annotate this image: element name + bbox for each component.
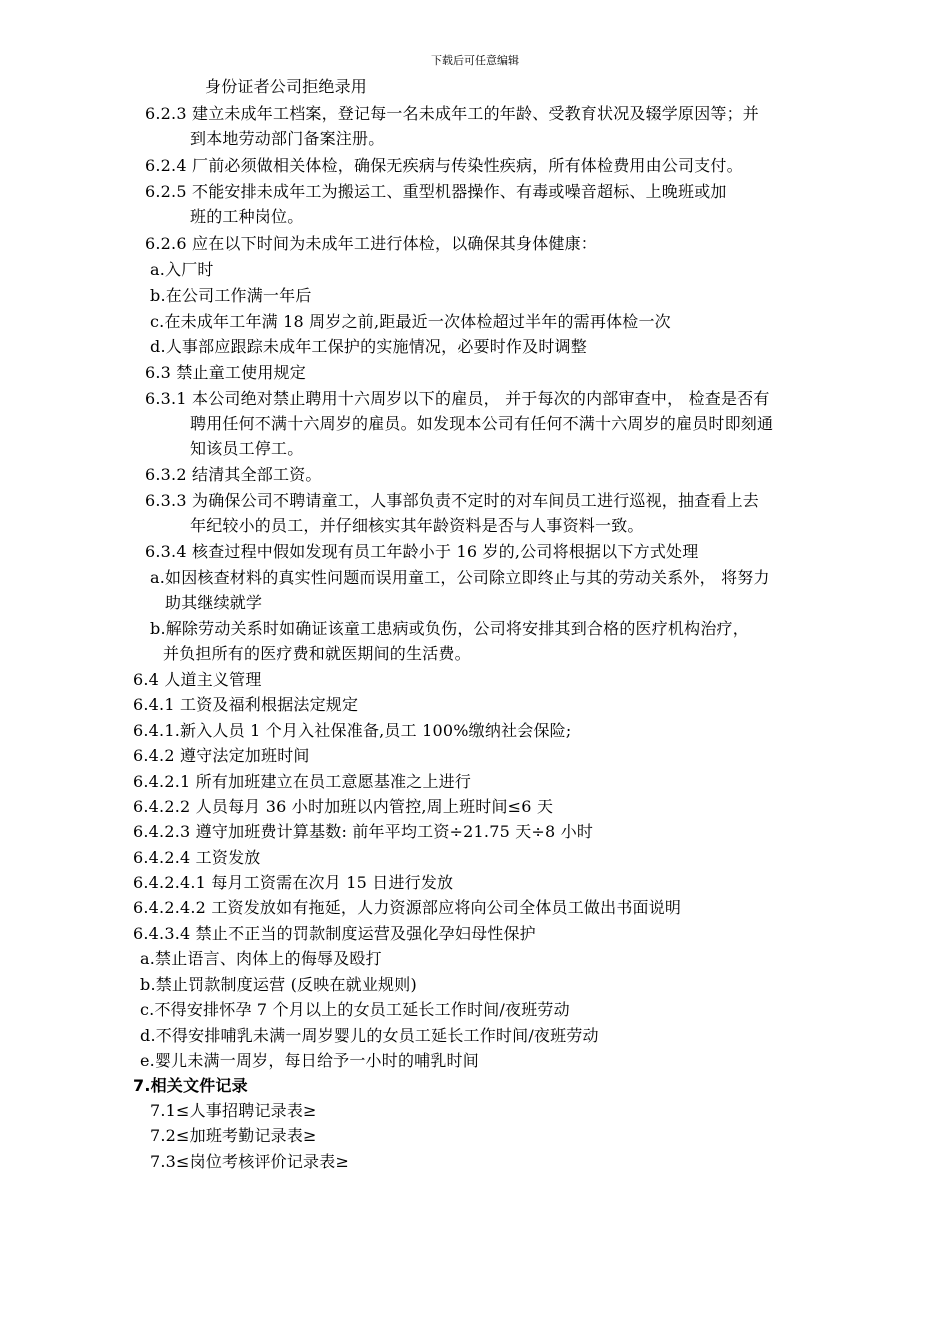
text-line: 6.4.2.2 人员每月 36 小时加班以内管控,周上班时间≤6 天: [133, 797, 554, 816]
text-line: 助其继续就学: [165, 593, 263, 612]
text-line: 到本地劳动部门备案注册。: [190, 129, 385, 148]
text-line: 6.4.2.1 所有加班建立在员工意愿基准之上进行: [133, 772, 472, 791]
text-line: a.如因核查材料的真实性问题而误用童工，公司除立即终止与其的劳动关系外， 将努力: [150, 568, 770, 587]
text-line: 6.2.4 厂前必须做相关体检，确保无疾病与传染性疾病，所有体检费用由公司支付。: [145, 156, 743, 175]
text-line: 聘用任何不满十六周岁的雇员。如发现本公司有任何不满十六周岁的雇员时即刻通: [190, 414, 774, 433]
text-line: b.解除劳动关系时如确证该童工患病或负伤，公司将安排其到合格的医疗机构治疗，: [150, 619, 749, 638]
text-line: 6.4.1 工资及福利根据法定规定: [133, 695, 359, 714]
text-line: 6.2.6 应在以下时间为未成年工进行体检，以确保其身体健康：: [145, 234, 597, 253]
text-line: 并负担所有的医疗费和就医期间的生活费。: [163, 644, 471, 663]
text-line: 6.4.2 遵守法定加班时间: [133, 746, 310, 765]
text-line: 7.3≤岗位考核评价记录表≥: [150, 1152, 350, 1171]
text-line: b.禁止罚款制度运营 (反映在就业规则): [140, 975, 417, 994]
text-line: 6.2.3 建立未成年工档案，登记每一名未成年工的年龄、受教育状况及辍学原因等；并: [145, 104, 759, 123]
text-line: 6.4.2.4.2 工资发放如有拖延，人力资源部应将向公司全体员工做出书面说明: [133, 898, 682, 917]
text-line: 6.4.2.4.1 每月工资需在次月 15 日进行发放: [133, 873, 454, 892]
text-line: 7.1≤人事招聘记录表≥: [150, 1101, 317, 1120]
text-line: 年纪较小的员工，并仔细核实其年龄资料是否与人事资料一致。: [190, 516, 644, 535]
text-line: 身份证者公司拒绝录用: [205, 77, 368, 96]
text-line: 6.4.2.3 遵守加班费计算基数: 前年平均工资÷21.75 天÷8 小时: [133, 822, 594, 841]
page-header: 下载后可任意编辑: [431, 54, 519, 67]
text-line: 6.4.2.4 工资发放: [133, 848, 261, 867]
text-line: a.禁止语言、肉体上的侮辱及殴打: [140, 949, 382, 968]
text-line: 6.3.2 结清其全部工资。: [145, 465, 322, 484]
section-heading: 7.相关文件记录: [133, 1076, 248, 1095]
text-line: 7.2≤加班考勤记录表≥: [150, 1126, 317, 1145]
text-line: 6.3.4 核查过程中假如发现有员工年龄小于 16 岁的,公司将根据以下方式处理: [145, 542, 699, 561]
text-line: 知该员工停工。: [190, 439, 304, 458]
text-line: 6.2.5 不能安排未成年工为搬运工、重型机器操作、有毒或噪音超标、上晚班或加: [145, 182, 727, 201]
text-line: b.在公司工作满一年后: [150, 286, 312, 305]
text-line: c.不得安排怀孕 7 个月以上的女员工延长工作时间/夜班劳动: [140, 1000, 570, 1019]
text-line: d.人事部应跟踪未成年工保护的实施情况，必要时作及时调整: [150, 337, 587, 356]
text-line: 6.3.1 本公司绝对禁止聘用十六周岁以下的雇员， 并于每次的内部审查中， 检查是否有: [145, 389, 770, 408]
text-line: 班的工种岗位。: [190, 207, 304, 226]
text-line: a.入厂时: [150, 260, 214, 279]
text-line: 6.4.3.4 禁止不正当的罚款制度运营及强化孕妇母性保护: [133, 924, 536, 943]
text-line: d.不得安排哺乳未满一周岁婴儿的女员工延长工作时间/夜班劳动: [140, 1026, 599, 1045]
text-line: 6.3 禁止童工使用规定: [145, 363, 306, 382]
text-line: 6.4.1.新入人员 1 个月入社保准备,员工 100%缴纳社会保险;: [133, 721, 572, 740]
text-line: e.婴儿未满一周岁，每日给予一小时的哺乳时间: [140, 1051, 479, 1070]
text-line: c.在未成年工年满 18 周岁之前,距最近一次体检超过半年的需再体检一次: [150, 312, 671, 331]
text-line: 6.3.3 为确保公司不聘请童工，人事部负责不定时的对车间员工进行巡视，抽查看上去: [145, 491, 759, 510]
text-line: 6.4 人道主义管理: [133, 670, 262, 689]
